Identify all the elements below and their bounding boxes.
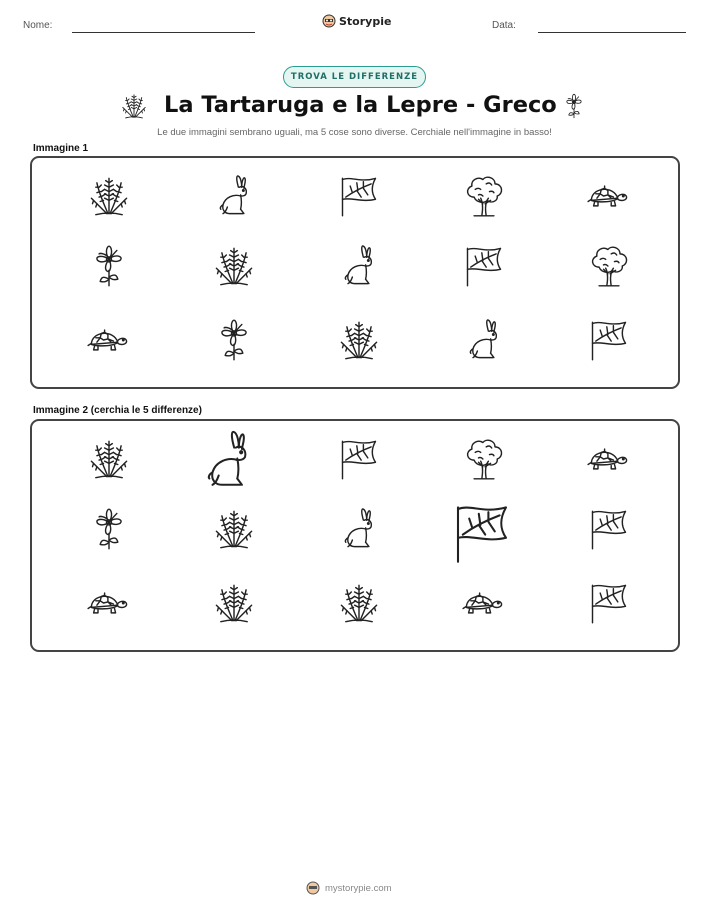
image2-hare-icon[interactable]	[337, 507, 381, 551]
image1-flower-icon	[212, 318, 256, 362]
storypie-mascot-icon	[306, 881, 320, 895]
image1-plant-icon	[87, 174, 131, 218]
image2-plant-icon[interactable]	[337, 581, 381, 625]
image1-turtle-icon	[87, 318, 131, 362]
image1-flag-icon	[337, 174, 381, 218]
date-line[interactable]	[538, 32, 686, 33]
image1-tree-icon	[462, 174, 506, 218]
name-label: Nome:	[23, 20, 53, 31]
image2-label: Immagine 2 (cerchia le 5 differenze)	[33, 405, 202, 416]
page-title: La Tartaruga e la Lepre - Greco	[164, 92, 557, 118]
image2-plant-icon[interactable]	[212, 581, 256, 625]
image1-flag-icon	[587, 318, 631, 362]
image1-label: Immagine 1	[33, 143, 89, 154]
flower-icon	[561, 92, 587, 125]
image2-panel[interactable]	[30, 419, 680, 652]
image1-turtle-icon	[587, 174, 631, 218]
image2-flag-icon[interactable]	[337, 437, 381, 481]
brand-logo	[322, 14, 391, 28]
image2-turtle-icon[interactable]	[587, 437, 631, 481]
image2-flag-icon[interactable]	[450, 501, 514, 565]
image1-plant-icon	[337, 318, 381, 362]
image1-flag-icon	[462, 244, 506, 288]
image1-plant-icon	[212, 244, 256, 288]
image2-tree-icon[interactable]	[462, 437, 506, 481]
storypie-mascot-icon	[322, 14, 336, 28]
instructions: Le due immagini sembrano uguali, ma 5 cose sono diverse. Cerchiale nell'immagine in basso!	[157, 127, 552, 138]
image1-hare-icon	[212, 174, 256, 218]
brand-name: Storypie	[339, 14, 392, 28]
image2-hare-icon[interactable]	[197, 429, 259, 491]
image1-hare-icon	[337, 244, 381, 288]
plant-icon	[120, 92, 148, 125]
image2-flag-icon[interactable]	[587, 507, 631, 551]
image1-hare-icon	[462, 318, 506, 362]
image2-plant-icon[interactable]	[212, 507, 256, 551]
image2-turtle-icon[interactable]	[462, 581, 506, 625]
footer	[306, 881, 392, 895]
footer-url: mystorypie.com	[325, 882, 392, 894]
image1-tree-icon	[587, 244, 631, 288]
name-line[interactable]	[72, 32, 255, 33]
image1-flower-icon	[87, 244, 131, 288]
date-label: Data:	[492, 20, 516, 31]
image1-panel	[30, 156, 680, 389]
image2-flag-icon[interactable]	[587, 581, 631, 625]
image2-flower-icon[interactable]	[87, 507, 131, 551]
activity-badge: TROVA LE DIFFERENZE	[283, 66, 426, 88]
image2-turtle-icon[interactable]	[87, 581, 131, 625]
image2-plant-icon[interactable]	[87, 437, 131, 481]
